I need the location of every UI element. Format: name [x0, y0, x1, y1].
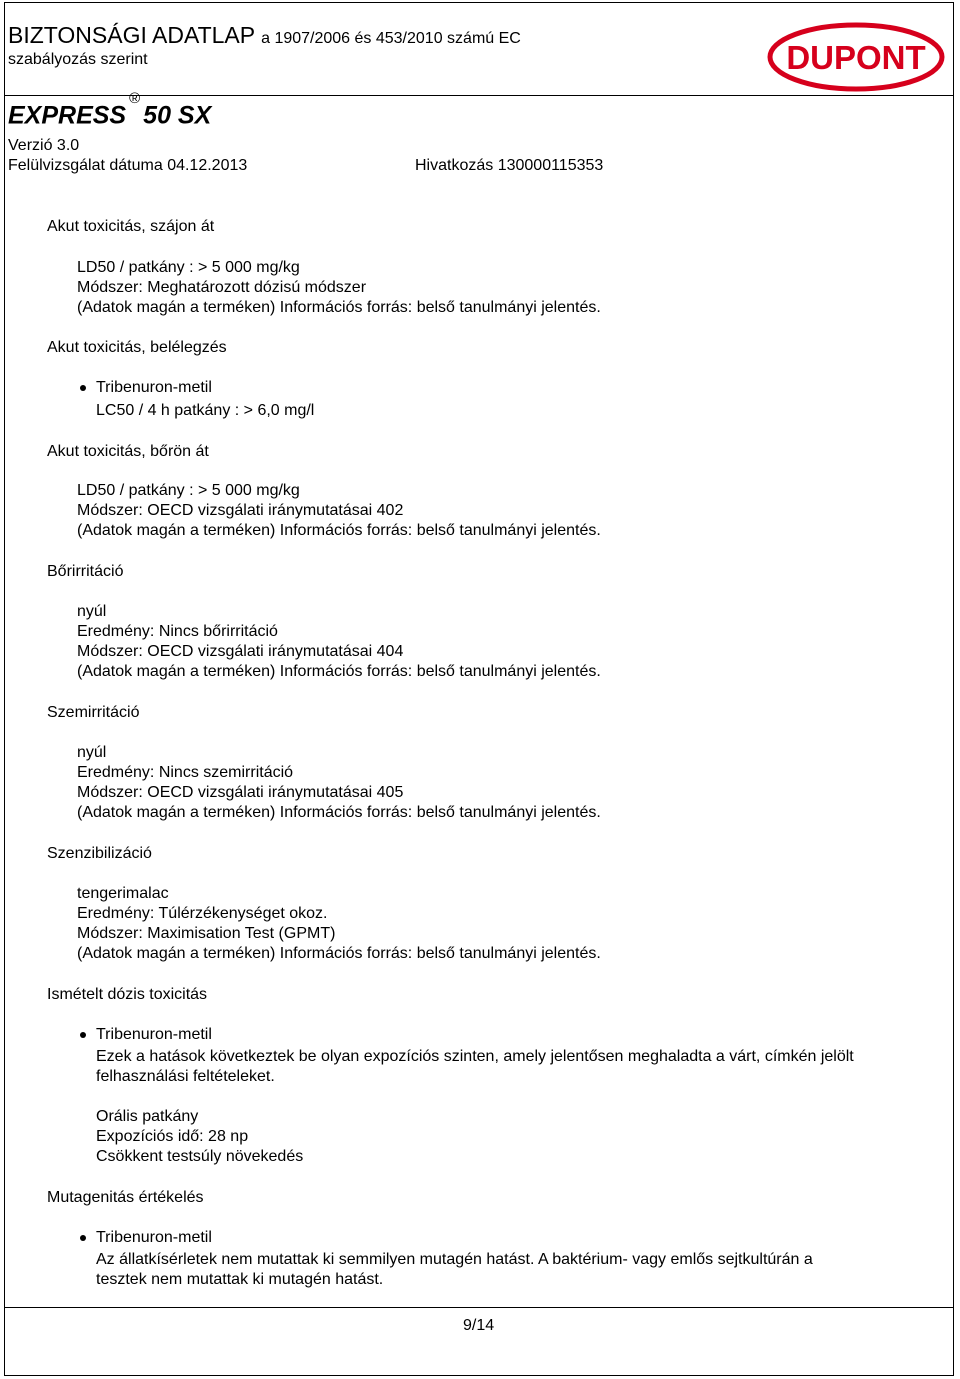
repeated-line: Csökkent testsúly növekedés [96, 1148, 304, 1165]
dermal-line: Módszer: OECD vizsgálati iránymutatásai 402 [77, 502, 404, 519]
section-title-dermal: Akut toxicitás, bőrön át [47, 443, 209, 460]
page-number: 9/14 [463, 1317, 495, 1334]
skin-line: Módszer: OECD vizsgálati iránymutatásai 404 [77, 643, 404, 660]
page-frame [4, 2, 954, 1376]
sensitization-line: Eredmény: Túlérzékenységet okoz. [77, 905, 328, 922]
reference-number: Hivatkozás 130000115353 [415, 157, 604, 174]
revision-date: Felülvizsgálat dátuma 04.12.2013 [8, 157, 248, 174]
section-title-mutagenicity: Mutagenitás értékelés [47, 1189, 204, 1206]
inhalation-line: LC50 / 4 h patkány : > 6,0 mg/l [96, 402, 315, 419]
repeated-line: Ezek a hatások következtek be olyan expozíciós szinten, amely jelentősen meghaladta a várt, címkén jelölt [96, 1048, 854, 1065]
oral-line: (Adatok magán a terméken) Információs forrás: belső tanulmányi jelentés. [77, 299, 601, 316]
section-title-sensitization: Szenzibilizáció [47, 845, 152, 862]
section-title-inhalation: Akut toxicitás, belélegzés [47, 339, 227, 356]
sensitization-line: tengerimalac [77, 885, 169, 902]
section-title-eye-irritation: Szemirritáció [47, 704, 140, 721]
section-title-repeated-dose: Ismételt dózis toxicitás [47, 986, 208, 1003]
eye-line: Módszer: OECD vizsgálati iránymutatásai 405 [77, 784, 404, 801]
eye-line: nyúl [77, 744, 107, 761]
repeated-line: felhasználási feltételeket. [96, 1068, 275, 1085]
bullet-icon [80, 1235, 86, 1241]
footer-divider [4, 1307, 954, 1308]
repeated-line: Expozíciós idő: 28 np [96, 1128, 249, 1145]
mutagenicity-line: Az állatkísérletek nem mutattak ki semmilyen mutagén hatást. A baktérium- vagy emlős sejtkultúrán a [96, 1251, 813, 1268]
mutagenicity-line: tesztek nem mutattak ki mutagén hatást. [96, 1271, 384, 1288]
dermal-line: LD50 / patkány : > 5 000 mg/kg [77, 482, 300, 499]
skin-line: Eredmény: Nincs bőrirritáció [77, 623, 278, 640]
substance-name: Tribenuron-metil [96, 379, 212, 396]
substance-name: Tribenuron-metil [96, 1229, 212, 1246]
dermal-line: (Adatok magán a terméken) Információs forrás: belső tanulmányi jelentés. [77, 522, 601, 539]
repeated-line: Orális patkány [96, 1108, 199, 1125]
version: Verzió 3.0 [8, 137, 80, 154]
eye-line: Eredmény: Nincs szemirritáció [77, 764, 294, 781]
bullet-icon [80, 385, 86, 391]
document-title: BIZTONSÁGI ADATLAP a 1907/2006 és 453/2010 számú EC [8, 22, 521, 48]
regulation-line: szabályozás szerint [8, 51, 148, 68]
section-title-oral: Akut toxicitás, szájon át [47, 218, 215, 235]
sensitization-line: Módszer: Maximisation Test (GPMT) [77, 925, 336, 942]
product-name: EXPRESS®50 SX [8, 90, 212, 130]
sensitization-line: (Adatok magán a terméken) Információs forrás: belső tanulmányi jelentés. [77, 945, 601, 962]
oral-line: Módszer: Meghatározott dózisú módszer [77, 279, 367, 296]
skin-line: (Adatok magán a terméken) Információs forrás: belső tanulmányi jelentés. [77, 663, 601, 680]
substance-name: Tribenuron-metil [96, 1026, 212, 1043]
oral-line: LD50 / patkány : > 5 000 mg/kg [77, 259, 300, 276]
skin-line: nyúl [77, 603, 107, 620]
svg-text:DUPONT: DUPONT [786, 39, 926, 76]
bullet-icon [80, 1032, 86, 1038]
eye-line: (Adatok magán a terméken) Információs forrás: belső tanulmányi jelentés. [77, 804, 601, 821]
dupont-logo [766, 22, 946, 92]
section-title-skin-irritation: Bőrirritáció [47, 563, 124, 580]
